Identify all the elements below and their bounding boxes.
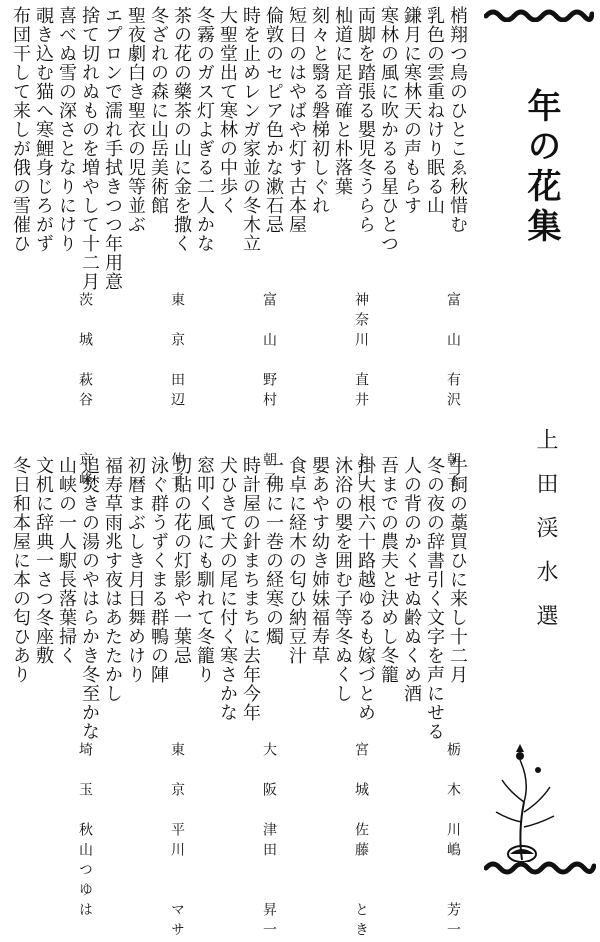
poem-line: 寒林の風に吹かるる星ひとつ: [378, 6, 399, 253]
poem-line: 追焚きの湯のやはらかき冬至かな: [79, 456, 100, 741]
poem-line: 短日のはやばや灯す古本屋: [286, 6, 307, 234]
poem-line: 時計屋の針まちまちに去年今年: [240, 456, 261, 722]
wave-ornament-icon: [484, 6, 594, 22]
author-name: 埼 玉 秋山つゆは: [77, 742, 93, 922]
poem-line: 乳色の雲重ねけり眠る山: [424, 6, 445, 215]
poem-line: 鎌月に寒林天の声もらす: [401, 6, 422, 215]
poem-line: 刻々と翳る磐梯初しぐれ: [309, 6, 330, 215]
poem-line: 捨て切れぬものを増やして十二月: [79, 6, 100, 291]
poem-line: 一佛に一巻の経寒の燭: [263, 456, 284, 646]
poem-line: 覗き込む猫へ寒鯉身じろがず: [33, 6, 54, 253]
author-name: 富 山 野村 朝子: [261, 292, 277, 492]
author-name: 東 京 平川 マサ: [169, 742, 185, 942]
poem-line: 梢翔つ鳥のひとこゑ秋惜む: [447, 6, 468, 234]
poem-line: 山峡の一人駅長落葉掃く: [56, 456, 77, 665]
poem-line: エプロンで濡れ手拭きつつ年用意: [102, 6, 123, 291]
wave-ornament-icon: [484, 860, 596, 876]
poem-line: 福寿草雨兆す夜はあたたかし: [102, 456, 123, 703]
poem-line: 初暦まぶしき月日舞めけり: [125, 456, 146, 684]
poem-line: 冬霧のガス灯よぎる二人かな: [194, 6, 215, 253]
author-name: 大 阪 津田 昇一: [261, 742, 277, 942]
author-name: 茨 城 萩谷 京峰: [77, 292, 93, 492]
poem-line: 冬の夜の辞書引く文字を声にせる: [424, 456, 445, 741]
poem-line: 吾までの農夫と決めし冬籠: [378, 456, 399, 684]
plant-illustration-icon: [490, 742, 560, 862]
poem-line: 文机に辞典一さつ冬座敷: [33, 456, 54, 665]
poem-line: 聖夜劇白き聖衣の児等並ぶ: [125, 6, 146, 234]
poem-line: 両脚を踏張る嬰児冬うらら: [355, 6, 376, 234]
poem-line: 食卓に経木の匂ひ納豆汁: [286, 456, 307, 665]
poem-line: 冬日和本屋に本の匂ひあり: [10, 456, 31, 684]
poem-line: 倫敦のセピア色かな漱石忌: [263, 6, 284, 234]
poem-line: 切貼の花の灯影や一葉忌: [171, 456, 192, 665]
poem-line: 冬ざれの森に山岳美術館: [148, 6, 169, 215]
author-name: 富 山 有沢 朝子: [445, 292, 461, 492]
poem-line: 大聖堂出て寒林の中歩く: [217, 6, 238, 215]
author-name: 栃 木 川嶋 芳一: [445, 742, 461, 942]
author-name: 神奈川 直井 よし: [353, 292, 369, 492]
poem-line: 茶の花の藥茶の山に金を撒く: [171, 6, 192, 253]
author-name: 東 京 田辺 伸子: [169, 292, 185, 492]
poem-line: 嬰あやす幼き姉妹福寿草: [309, 456, 330, 665]
author-name: 宮 城 佐藤 とき: [353, 742, 369, 942]
poem-line: 杣道に足音確と朴落葉: [332, 6, 353, 196]
poem-line: 喜べぬ雪の深さとなりにけり: [56, 6, 77, 253]
poem-line: 時を止めレンガ家並の冬木立: [240, 6, 261, 253]
page-title: 年の花集: [521, 88, 561, 248]
poem-line: 窓叩く風にも馴れて冬籠り: [194, 456, 215, 684]
poem-line: 沐浴の嬰を囲む子等冬ぬくし: [332, 456, 353, 703]
poem-line: 泳ぐ群うずくまる群鴨の陣: [148, 456, 169, 684]
poem-line: 犬ひきて犬の尾に付く寒さかな: [217, 456, 238, 722]
poem-line: 牛飼の藁買ひに来し十二月: [447, 456, 468, 684]
selector-name: 上田渓水選: [533, 428, 558, 648]
poem-line: 掛大根六十路越ゆるも嫁づとめ: [355, 456, 376, 722]
poem-line: 人の背のかくせぬ齢ぬくめ酒: [401, 456, 422, 703]
poem-line: 布団干して来しが俄の雪催ひ: [10, 6, 31, 253]
